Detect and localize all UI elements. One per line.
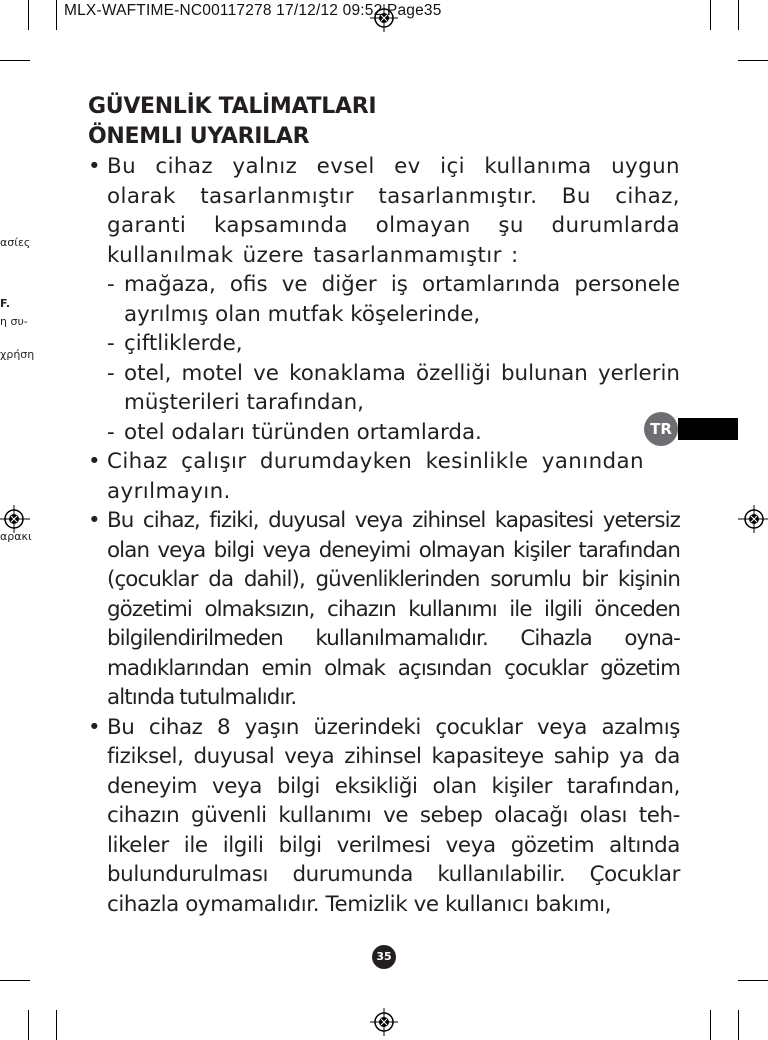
crop-mark	[710, 1010, 711, 1040]
margin-fragment: αρακι	[0, 530, 32, 543]
margin-fragment: η συ-	[0, 315, 28, 328]
bullet-item	[88, 713, 680, 920]
print-header: MLX-WAFTIME-NC00117278 17/12/12 09:52 Page35	[64, 2, 442, 19]
bullet-item	[88, 506, 680, 713]
crop-mark	[738, 0, 739, 30]
crop-mark	[0, 980, 30, 981]
crop-mark	[28, 1010, 29, 1040]
crop-mark	[28, 0, 29, 30]
sub-item	[107, 329, 680, 359]
bullet-text: Bu cihaz yalnız evsel ev içi kullanıma uygun olarak tasarlanmıştır tasarlanmıştır. Bu cihaz, garanti kapsamında olmayan şu durumlarda kullanılmak üzere tasarlanmamıştır :	[107, 154, 680, 268]
dash-marker: -	[107, 331, 115, 356]
sub-item-text: otel, motel ve konaklama özelliği bulunan yerlerin müşterileri tarafından,	[124, 360, 680, 415]
sub-item	[107, 418, 680, 448]
crop-mark	[738, 1010, 739, 1040]
bullet-marker: •	[88, 714, 101, 740]
bullet-text: Cihaz çalışır durumdayken kesinlikle yanından ayrılmayın.	[107, 449, 644, 504]
page-number: 35	[372, 945, 396, 969]
crop-mark	[56, 0, 57, 30]
crop-mark	[710, 0, 711, 30]
bullet-text: Bu cihaz 8 yaşın üzerindeki çocuklar veya azalmış fiziksel, duyusal veya zihinsel kapasiteye sahip ya da deneyim veya bilgi eksikliği olan kişiler tarafından, cihazın güvenli kullanımı ve sebep olacağı olası teh-likeler ile ilgili bilgi verilmesi veya gözetim altında bulundurulması durumunda kullanılabilir. Çocuklar cihazla oymamalıdır. Temizlik ve kullanıcı bakımı,	[107, 714, 680, 917]
margin-fragment: ασίες	[0, 236, 31, 249]
crop-mark	[0, 60, 30, 61]
registration-mark-icon	[368, 1006, 400, 1038]
crop-mark	[738, 60, 768, 61]
margin-fragment: χρήση	[0, 348, 35, 361]
registration-mark-icon	[736, 503, 768, 535]
bullet-item	[88, 152, 680, 270]
dash-marker: -	[107, 419, 115, 445]
sub-item-text: çiftliklerde,	[124, 331, 243, 356]
dash-marker: -	[107, 272, 115, 297]
safety-instructions	[88, 92, 680, 919]
bullet-item	[88, 447, 680, 506]
sub-item	[107, 270, 680, 329]
bullet-marker: •	[88, 154, 102, 179]
bullet-marker: •	[88, 449, 102, 474]
margin-fragment: F.	[0, 297, 11, 310]
language-tab-badge: TR	[644, 412, 678, 446]
language-tab-bar	[678, 418, 738, 440]
dash-marker: -	[107, 360, 115, 386]
section-title: GÜVENLİK TALİMATLARI	[88, 94, 377, 119]
sub-item-text: mağaza, ofis ve diğer iş ortamlarında personele ayrılmış olan mutfak köşelerinde,	[124, 272, 680, 327]
bullet-text: Bu cihaz, fiziki, duyusal veya zihinsel kapasitesi yetersiz olan veya bilgi veya deneyimi olmayan kişiler tarafından (çocuklar da dahil), güvenliklerinden sorumlu bir kişinin gözetimi olmaksızın, cihazın kullanımı ile ilgili önceden bilgilendirilmeden kullanılmamalıdır. Cihazla oyna-madıklarından emin olmak açısından çocuklar gözetim altında tutulmalıdır.	[107, 508, 680, 710]
sub-item	[107, 359, 680, 418]
crop-mark	[56, 1010, 57, 1040]
crop-mark	[738, 980, 768, 981]
bullet-marker: •	[88, 508, 100, 533]
sub-item-text: otel odaları türünden ortamlarda.	[124, 419, 482, 445]
section-subtitle: ÖNEMLI UYARILAR	[88, 124, 310, 149]
